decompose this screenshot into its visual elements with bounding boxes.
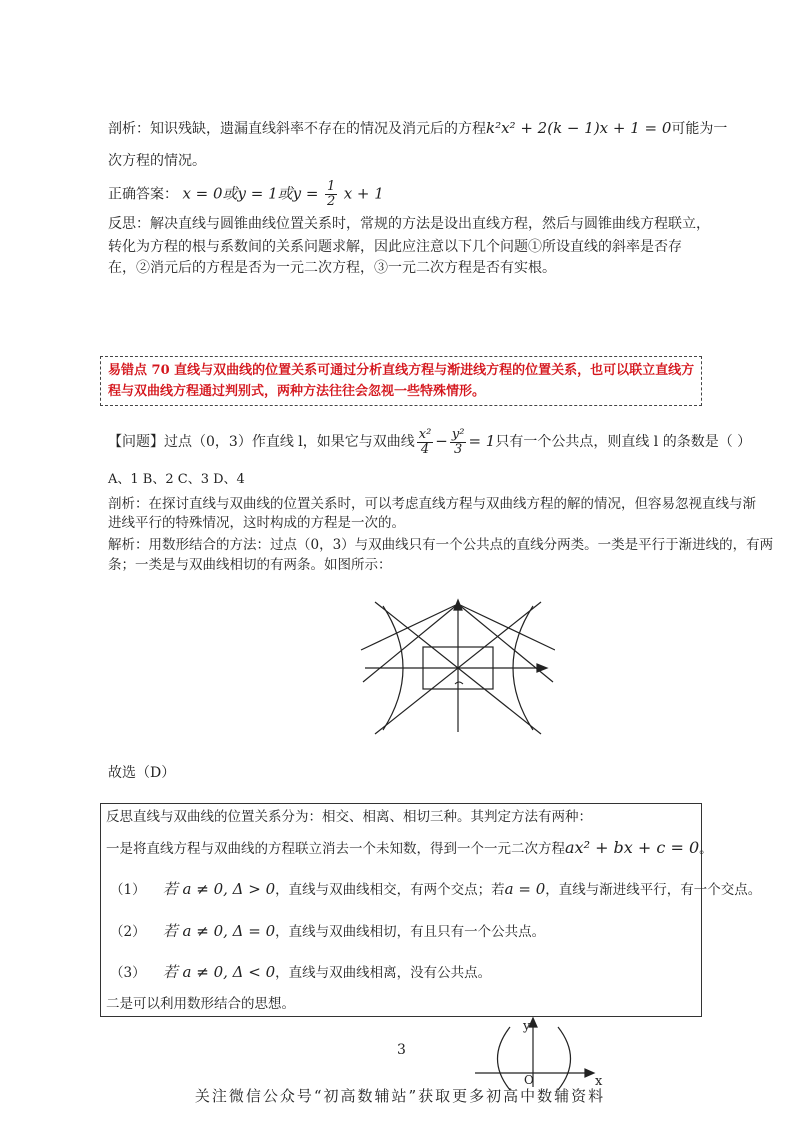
reflection1-line2: 转化为方程的根与系数间的关系问题求解，因此应注意以下几个问题①所设直线的斜率是否存 [108,239,682,255]
hyperbola-axes-figure [470,1015,620,1090]
small-mark [455,682,463,684]
case2: （2） 若 a ≠ 0, Δ = 0，直线与双曲线相切，有且只有一个公共点。 [110,922,546,940]
reflection2-box [100,803,762,1017]
conclusion: 故选（D） [108,765,176,781]
x-arrow-icon [585,1069,594,1077]
reflection1-line1: 反思：解决直线与圆锥曲线位置关系时，常规的方法是设出直线方程，然后与圆锥曲线方程联立， [108,216,710,232]
hyperbola-left-branch [498,1027,511,1090]
page-number: 3 [397,1042,406,1058]
equation: k²x² + 2(k − 1)x + 1 = 0 [486,119,672,137]
error-point-text: 易错点 70 直线与双曲线的位置关系可通过分析直线方程与渐进线方程的位置关系，也可以联立直线方程与双曲线方程通过判别式，两种方法往往会忽视一些特殊情形。 [108,363,695,399]
analysis2-line2: 进线平行的特殊情况，这时构成的方程是一次的。 [108,515,405,531]
case1: （1） 若 a ≠ 0, Δ > 0，直线与双曲线相交，有两个交点；若a = 0，直线与渐进线平行，有一个交点。 [110,880,762,898]
analysis2-line1: 剖析：在探讨直线与双曲线的位置关系时，可以考虑直线方程与双曲线方程的解的情况，但容易忽视直线与渐 [108,496,756,512]
correct-answer: 正确答案： x = 0或y = 1或y = $\frac{1}{2}$ x + 1 [108,179,384,209]
reflection2-title: 反思直线与双曲线的位置关系分为：相交、相离、相切三种。其判定方法有两种： [106,809,592,825]
method2: 二是可以利用数形结合的思想。 [106,996,295,1012]
method1: 一是将直线方程与双曲线的方程联立消去一个未知数，得到一个一元二次方程ax² + bx + c = 0。 [106,838,713,857]
fraction-x: $\frac{\text{x²}}{4}$ [418,426,432,457]
origin-label: O [524,1073,534,1087]
analysis2-line3: 解析：用数形结合的方法：过点（0，3）与双曲线只有一个公共点的直线分两类。一类是平行于渐进线的，有两 [108,537,774,553]
line-through-point [458,604,553,682]
error-point-box [100,356,702,406]
fraction: $\frac{1}{2}$ [326,179,336,209]
analysis1-line1: 剖析：知识残缺，遗漏直线斜率不存在的情况及消元后的方程k²x² + 2(k − 1)x + 1 = 0可能为一 [108,119,728,137]
analysis1-line2: 次方程的情况。 [108,153,206,169]
problem-options: A、1 B、2 C、3 D、4 [108,472,245,487]
hyperbola-lines-figure [355,592,555,737]
fraction-y: $\frac{\text{y²}}{3}$ [451,426,465,457]
line-through-point [363,604,458,682]
reflection1-line3: 在，②消元后的方程是否为一元二次方程，③一元二次方程是否有实根。 [108,260,556,276]
y-label: y [523,1019,531,1034]
problem-statement: 【问题】过点（0，3）作直线 l，如果它与双曲线 $\frac{\text{x²}}{4}$ − $\frac{\text{y²}}{3}$ = 1只有一个公共点，则直线 l 的条数是（ ） [108,426,752,457]
hyperbola-right-branch [558,1027,571,1090]
case3: （3） 若 a ≠ 0, Δ < 0，直线与双曲线相离，没有公共点。 [110,963,492,981]
analysis2-line4: 条；一类是与双曲线相切的有两条。如图所示： [108,557,392,573]
x-label: x [595,1074,603,1089]
footer-note: 关注微信公众号“初高数辅站”获取更多初高中数辅资料 [194,1087,606,1105]
